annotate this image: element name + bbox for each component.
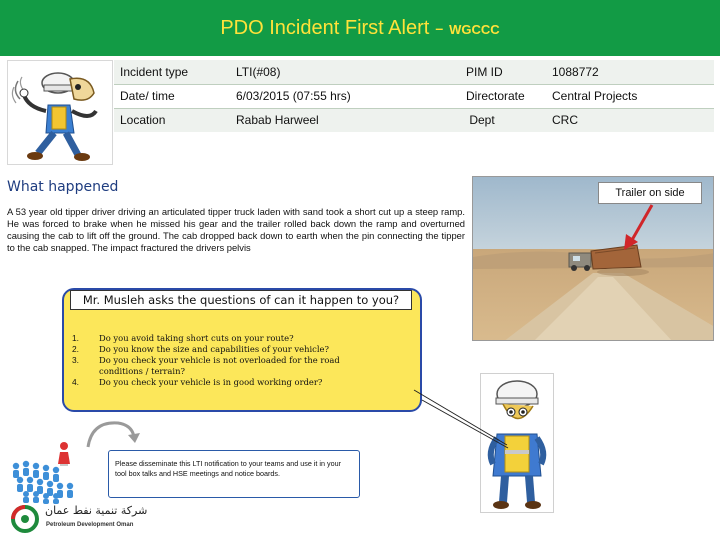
questions-list	[72, 333, 372, 388]
location-label: Location	[114, 108, 230, 132]
mr-musleh-illustration	[480, 373, 554, 513]
table-row	[114, 108, 714, 132]
incident-type-label: Incident type	[114, 60, 230, 84]
incident-description: A 53 year old tipper driver driving an articulated tipper truck laden with sand took a short cut up a steep ramp. He was forced to brake when he missed his gear and the trailer rolled back down the ramp and overturned causing the cab to lift off the ground. The cab dropped back down to earth when the pin connecting the tipper to the cab snapped. The impact fractured the drivers pelvis	[7, 206, 465, 254]
safety-mascot-icon	[481, 374, 553, 512]
falling-worker-illustration	[7, 60, 113, 165]
title-bar	[0, 0, 720, 56]
list-item	[72, 333, 372, 344]
curved-arrow-icon	[82, 415, 142, 455]
dissemination-notice: Please disseminate this LTI notification to your teams and use it in your tool box talks and HSE meetings and notice boards.	[108, 450, 360, 498]
list-item	[72, 355, 372, 377]
pdo-logo	[10, 504, 180, 536]
crowd-audience-icon	[8, 430, 88, 504]
list-item	[72, 377, 372, 388]
dept-label: Dept	[460, 108, 546, 132]
questions-heading: Mr. Musleh asks the questions of can it happen to you?	[70, 290, 412, 310]
directorate-label: Directorate	[460, 84, 546, 108]
date-time-label: Date/ time	[114, 84, 230, 108]
table-row	[114, 84, 714, 108]
question-text: Do you know the size and capabilities of your vehicle?	[99, 344, 329, 354]
pim-id-label: PIM ID	[460, 60, 546, 84]
title-separator: –	[435, 20, 444, 36]
question-text: Do you check your vehicle is not overloaded for the road conditions / terrain?	[99, 355, 340, 376]
pim-id-value: 1088772	[546, 60, 714, 84]
photo-caption: Trailer on side	[598, 182, 702, 204]
page-title: PDO Incident First Alert	[220, 16, 430, 39]
question-number: 3.	[72, 355, 79, 365]
title-org: WGCCC	[449, 22, 500, 37]
question-text: Do you check your vehicle is in good working order?	[99, 377, 323, 387]
logo-english-text: Petroleum Development Oman	[46, 522, 134, 528]
what-happened-heading: What happened	[7, 179, 119, 195]
table-row	[114, 60, 714, 84]
question-number: 1.	[72, 333, 79, 343]
pdo-emblem-icon	[10, 504, 40, 534]
question-number: 2.	[72, 344, 79, 354]
location-value: Rabab Harweel	[230, 108, 460, 132]
incident-type-value: LTI(#08)	[230, 60, 460, 84]
question-number: 4.	[72, 377, 79, 387]
directorate-value: Central Projects	[546, 84, 714, 108]
list-item	[72, 344, 372, 355]
falling-worker-icon	[8, 61, 112, 164]
question-text: Do you avoid taking short cuts on your route?	[99, 333, 294, 343]
dept-value: CRC	[546, 108, 714, 132]
logo-arabic-text: شركة تنمية نفط عمان	[45, 504, 148, 517]
incident-info-table	[114, 60, 714, 132]
date-time-value: 6/03/2015 (07:55 hrs)	[230, 84, 460, 108]
